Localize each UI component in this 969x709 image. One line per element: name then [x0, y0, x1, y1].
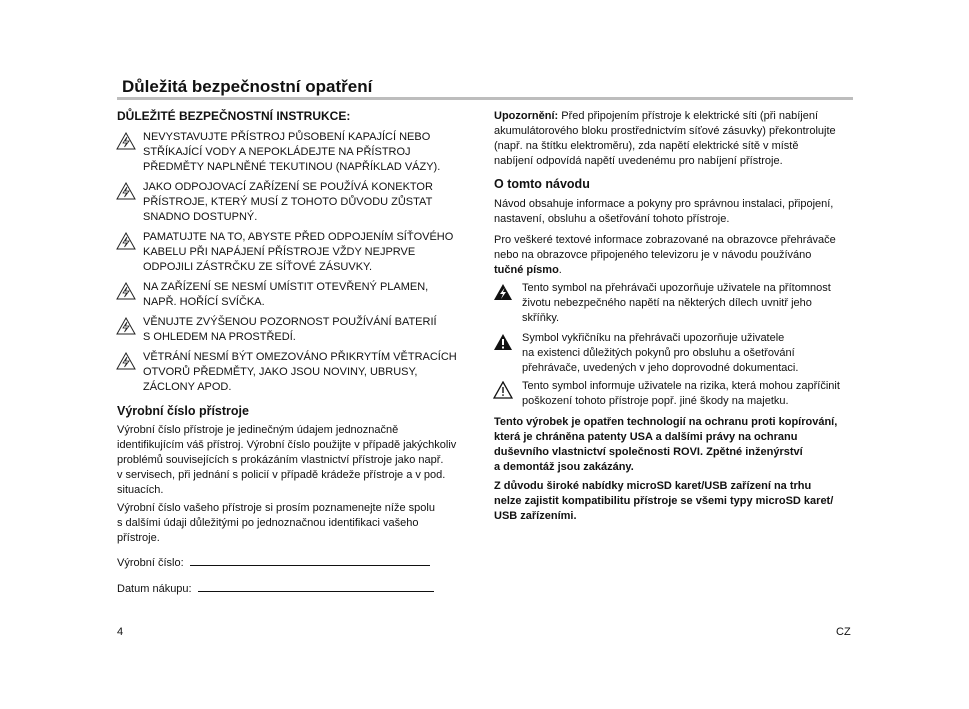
text-line: a demontáž jsou zakázány. [494, 461, 634, 473]
text-line: Návod obsahuje informace a pokyny pro správnou instalaci, připojení, [494, 198, 834, 210]
about-paragraph-2 [494, 233, 836, 278]
text-line: problémů souvisejících s prokázáním vlastnictví přístroje jako např. [117, 454, 444, 466]
electric-shock-warning-icon [116, 317, 136, 335]
page-title: Důležitá bezpečnostní opatření [122, 77, 373, 96]
warning-item [143, 315, 437, 345]
serial-paragraph-1 [117, 423, 456, 498]
text-line: NA ZAŘÍZENÍ SE NESMÍ UMÍSTIT OTEVŘENÝ PLAMEN, [143, 281, 429, 293]
about-heading: O tomto návodu [494, 177, 590, 191]
text-line: ZÁCLONY APOD. [143, 381, 232, 393]
serial-paragraph-2 [117, 501, 435, 546]
rovi-paragraph [494, 415, 837, 475]
warning-item [143, 230, 453, 275]
warning-item [143, 180, 433, 225]
text-line: skříňky. [522, 312, 560, 324]
text-line: Tento výrobek je opatřen technologií na ochranu proti kopírování, [494, 416, 838, 428]
exclamation-warning-icon [493, 333, 513, 351]
electric-shock-warning-icon [116, 182, 136, 200]
text-line: v servisech, při jednání s policií v případě krádeže přístroje a v pod. [117, 469, 446, 481]
text-line: nebo na obrazovce připojeného televizoru je v návodu používáno [494, 249, 812, 261]
instructions-heading: DŮLEŽITÉ BEZPEČNOSTNÍ INSTRUKCE: [117, 109, 351, 123]
text-line: Tento symbol na přehrávači upozorňuje uživatele na přítomnost [522, 282, 831, 294]
text-line: Pro veškeré textové informace zobrazované na obrazovce přehrávače [494, 234, 836, 246]
text-line: STŘÍKAJÍCÍ VODY A NEPOKLÁDEJTE NA PŘÍSTROJ [143, 146, 411, 158]
text-line: poškození tohoto přístroje popř. jiné škody na majetku. [522, 395, 789, 407]
text-line: Výrobní číslo přístroje je jedinečným údajem jednoznačně [117, 424, 399, 436]
text-line: nastavení, obsluhu a ošetřování tohoto přístroje. [494, 213, 730, 225]
electric-shock-warning-icon [116, 352, 136, 370]
text-line: Před připojením přístroje k elektrické síti (při nabíjení [558, 110, 818, 122]
serial-number-blank [190, 555, 430, 566]
symbol-description [522, 379, 840, 409]
text-line: přístroje. [117, 532, 160, 544]
text-line: ODPOJILI ZÁSTRČKU ZE SÍŤOVÉ ZÁSUVKY. [143, 261, 373, 273]
electric-shock-warning-icon [116, 232, 136, 250]
purchase-date-label: Datum nákupu: [117, 583, 192, 595]
text-line: NAPŘ. HOŘÍCÍ SVÍČKA. [143, 296, 265, 308]
text-line: PAMATUJTE NA TO, ABYSTE PŘED ODPOJENÍM SÍŤOVÉHO [143, 231, 454, 243]
serial-number-field [117, 555, 430, 571]
text-line: přehrávače, uvedených v jeho doprovodné dokumentaci. [522, 362, 799, 374]
language-code: CZ [836, 626, 851, 638]
text-line: situacích. [117, 484, 164, 496]
text-line: VĚNUJTE ZVÝŠENOU POZORNOST POUŽÍVÁNÍ BATERIÍ [143, 316, 437, 328]
text-line: KABELU PŘI NAPÁJENÍ PŘÍSTROJE VŽDY NEJPRVE [143, 246, 416, 258]
text-line: na existenci důležitých pokynů pro obsluhu a ošetřování [522, 347, 795, 359]
text-line: která je chráněna patenty USA a dalšími právy na ochranu [494, 431, 798, 443]
text-line: nelze zajistit kompatibilitu přístroje se všemi typy microSD karet/ [494, 495, 834, 507]
text-line: Z důvodu široké nabídky microSD karet/USB zařízení na trhu [494, 480, 812, 492]
microsd-paragraph [494, 479, 833, 524]
text-line: identifikujícím váš přístroj. Výrobní číslo použijte v případě jakýchkoliv [117, 439, 457, 451]
electric-shock-warning-icon [116, 282, 136, 300]
text-fragment: . [558, 264, 562, 276]
purchase-date-field [117, 581, 434, 597]
warning-item [143, 350, 457, 395]
text-line: Výrobní číslo vašeho přístroje si prosím poznamenejte níže spolu [117, 502, 435, 514]
text-line: s dalšími údaji důležitými po jednoznačnou identifikaci vašeho [117, 517, 419, 529]
about-paragraph-1 [494, 197, 833, 227]
symbol-description [522, 331, 798, 376]
text-line: S OHLEDEM NA PROSTŘEDÍ. [143, 331, 296, 343]
text-line: Tento symbol informuje uživatele na rizika, která mohou zapříčinit [522, 380, 840, 392]
warning-item [143, 130, 440, 175]
serial-number-label: Výrobní číslo: [117, 557, 184, 569]
caution-outline-icon [493, 381, 513, 399]
notice-paragraph [494, 109, 836, 169]
text-line: SNADNO DOSTUPNÝ. [143, 211, 258, 223]
symbol-description [522, 281, 831, 326]
text-line: duševního vlastnictví společnosti ROVI. Zpětné inženýrství [494, 446, 803, 458]
text-line: nabíjení odpovídá napětí uvedenému pro nabíjení přístroje. [494, 155, 783, 167]
electric-shock-warning-icon [116, 132, 136, 150]
serial-heading: Výrobní číslo přístroje [117, 404, 249, 418]
text-line: Symbol vykřičníku na přehrávači upozorňuje uživatele [522, 332, 785, 344]
page-number: 4 [117, 626, 124, 638]
notice-label: Upozornění: [494, 110, 559, 122]
bold-font-example: tučné písmo [494, 264, 559, 276]
title-divider [117, 97, 853, 100]
text-line: PŘÍSTROJE, KTERÝ MUSÍ Z TOHOTO DŮVODU ZŮSTAT [143, 196, 433, 208]
text-line: akumulátorového bloku prostřednictvím síťové zásuvky) překontrolujte [494, 125, 836, 137]
text-line: NEVYSTAVUJTE PŘÍSTROJ PŮSOBENÍ KAPAJÍCÍ NEBO [143, 131, 431, 143]
text-line: USB zařízeními. [494, 510, 577, 522]
text-line: (např. na štítku elektroměru), zda napětí elektrické sítě v místě [494, 140, 799, 152]
text-line: OTVORŮ PŘEDMĚTY, JAKO JSOU NOVINY, UBRUSY, [143, 366, 418, 378]
text-line: VĚTRÁNÍ NESMÍ BÝT OMEZOVÁNO PŘIKRYTÍM VĚTRACÍCH [143, 351, 457, 363]
text-line: PŘEDMĚTY NAPLNĚNÉ TEKUTINOU (NAPŘÍKLAD VÁZY). [143, 161, 441, 173]
text-line: životu nebezpečného napětí na některých dílech uvnitř jeho [522, 297, 812, 309]
warning-item [143, 280, 428, 310]
lightning-warning-icon [493, 283, 513, 301]
purchase-date-blank [198, 581, 434, 592]
text-line: JAKO ODPOJOVACÍ ZAŘÍZENÍ SE POUŽÍVÁ KONEKTOR [143, 181, 433, 193]
